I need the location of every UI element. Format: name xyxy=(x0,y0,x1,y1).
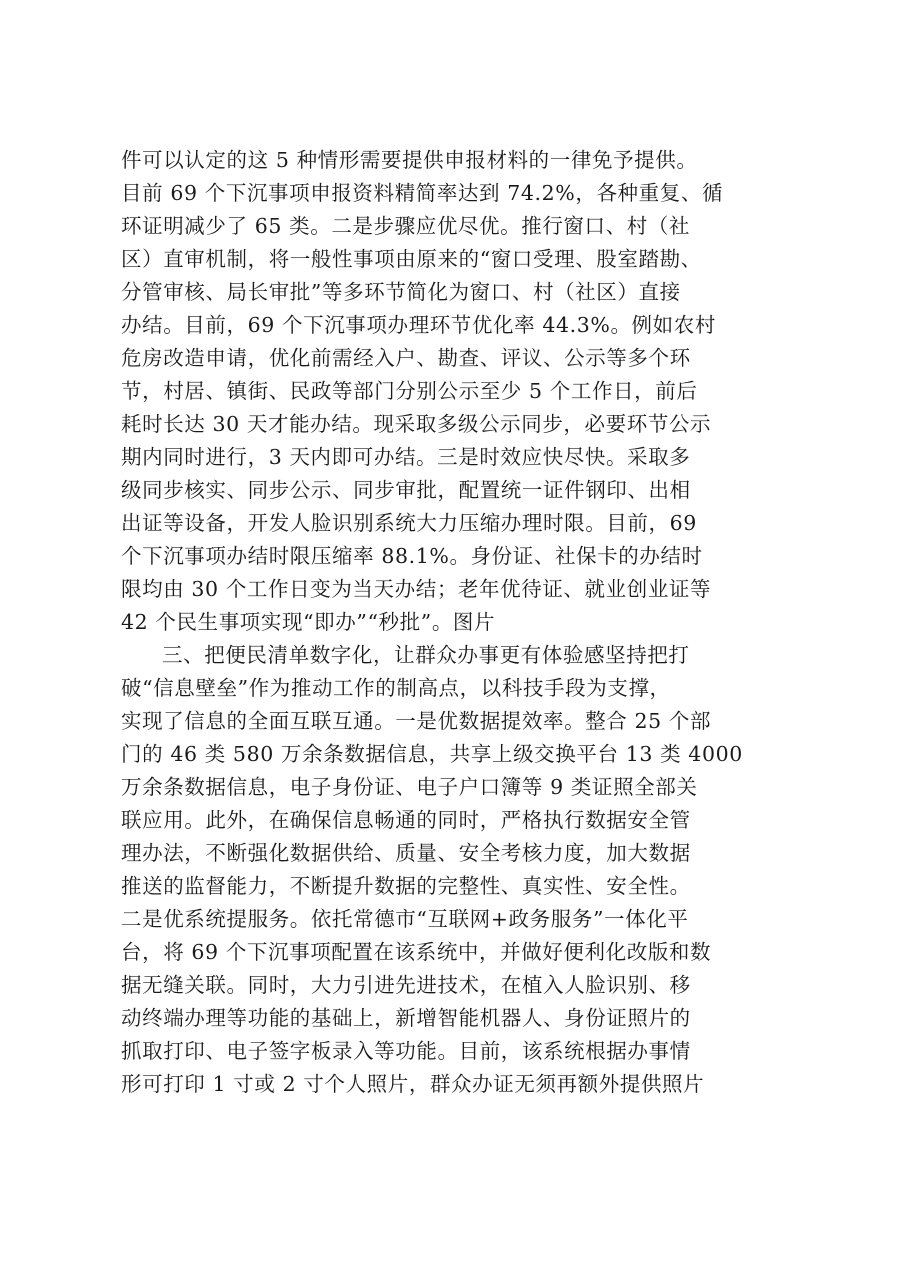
text-line: 42 个民生事项实现“即办”“秒批”。图片 xyxy=(121,610,496,634)
text-line: 耗时长达 30 天才能办结。现采取多级公示同步，必要环节公示 xyxy=(121,412,712,436)
text-line: 门的 46 类 580 万余条数据信息，共享上级交换平台 13 类 4000 xyxy=(121,742,743,766)
text-line: 限均由 30 个工作日变为当天办结；老年优待证、就业创业证等 xyxy=(121,577,712,601)
text-line: 件可以认定的这 5 种情形需要提供申报材料的一律免予提供。 xyxy=(121,148,698,172)
body-text xyxy=(121,144,801,1101)
text-line: 推送的监督能力，不断提升数据的完整性、真实性、安全性。 xyxy=(121,874,691,898)
text-line: 联应用。此外，在确保信息畅通的同时，严格执行数据安全管 xyxy=(121,808,691,832)
text-line: 环证明减少了 65 类。二是步骤应优尽优。推行窗口、村（社 xyxy=(121,214,691,238)
text-line: 个下沉事项办结时限压缩率 88.1%。身份证、社保卡的办结时 xyxy=(121,544,703,568)
text-line: 级同步核实、同步公示、同步审批，配置统一证件钢印、出相 xyxy=(121,478,691,502)
text-line: 形可打印 1 寸或 2 寸个人照片，群众办证无须再额外提供照片 xyxy=(121,1072,705,1096)
text-line: 办结。目前，69 个下沉事项办理环节优化率 44.3%。例如农村 xyxy=(121,313,716,337)
text-line: 实现了信息的全面互联互通。一是优数据提效率。整合 25 个部 xyxy=(121,709,712,733)
text-line: 目前 69 个下沉事项申报资料精简率达到 74.2%，各种重复、循 xyxy=(121,181,724,205)
text-line: 区）直审机制，将一般性事项由原来的“窗口受理、股室踏勘、 xyxy=(121,247,702,271)
text-line: 节，村居、镇街、民政等部门分别公示至少 5 个工作日，前后 xyxy=(121,379,698,403)
text-line: 出证等设备，开发人脸识别系统大力压缩办理时限。目前，69 xyxy=(121,511,697,535)
text-line: 台，将 69 个下沉事项配置在该系统中，并做好便利化改版和数 xyxy=(121,940,712,964)
text-line: 分管审核、局长审批”等多环节简化为窗口、村（社区）直接 xyxy=(121,280,681,304)
section-heading-line: 三、把便民清单数字化，让群众办事更有体验感坚持把打 xyxy=(162,643,690,667)
text-line: 动终端办理等功能的基础上，新增智能机器人、身份证照片的 xyxy=(121,1006,691,1030)
text-line: 破“信息壁垒”作为推动工作的制高点，以科技手段为支撑， xyxy=(121,676,671,700)
text-line: 期内同时进行，3 天内即可办结。三是时效应快尽快。采取多 xyxy=(121,445,691,469)
text-line: 万余条数据信息，电子身份证、电子户口簿等 9 类证照全部关 xyxy=(121,775,698,799)
text-line: 据无缝关联。同时，大力引进先进技术，在植入人脸识别、移 xyxy=(121,973,691,997)
text-line: 危房改造申请，优化前需经入户、勘查、评议、公示等多个环 xyxy=(121,346,691,370)
text-line: 抓取打印、电子签字板录入等功能。目前，该系统根据办事情 xyxy=(121,1039,691,1063)
text-line: 二是优系统提服务。依托常德市“互联网+政务服务”一体化平 xyxy=(121,907,689,931)
text-line: 理办法，不断强化数据供给、质量、安全考核力度，加大数据 xyxy=(121,841,691,865)
